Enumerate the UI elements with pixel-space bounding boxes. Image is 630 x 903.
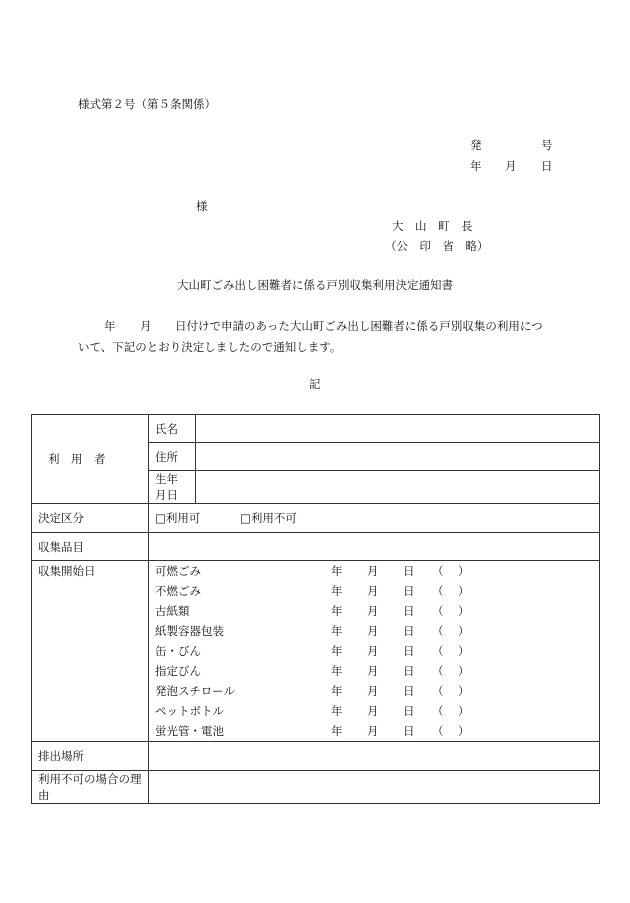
weekday-paren-close: ）	[458, 604, 470, 618]
start-month-field[interactable]: 月	[367, 604, 379, 618]
start-month-field[interactable]: 月	[367, 644, 379, 658]
address-label-cell	[149, 443, 196, 471]
weekday-paren-open[interactable]: （	[432, 564, 444, 578]
decision-label: 決定区分	[38, 511, 84, 525]
start-year-field[interactable]: 年	[331, 584, 343, 598]
weekday-paren-open[interactable]: （	[432, 724, 444, 738]
doc-number-prefix: 発	[470, 138, 482, 152]
start-month-field[interactable]: 月	[367, 724, 379, 738]
collection-item-row	[155, 641, 575, 661]
start-year-field[interactable]: 年	[331, 564, 343, 578]
reason-label: 利用不可の場合の理由	[38, 772, 142, 802]
collection-item-row	[155, 701, 575, 721]
start-month-field[interactable]: 月	[367, 624, 379, 638]
issuer-name: 大 山 町 長	[392, 219, 473, 233]
address-field[interactable]	[196, 443, 600, 471]
start-year-field[interactable]: 年	[331, 664, 343, 678]
items-label-cell	[32, 533, 149, 561]
start-day-field[interactable]: 日	[403, 624, 415, 638]
issue-date-month: 月	[505, 159, 517, 173]
start-year-field[interactable]: 年	[331, 604, 343, 618]
items-label: 収集品目	[38, 539, 84, 554]
reason-field[interactable]	[149, 771, 600, 804]
collection-items-cell	[149, 561, 600, 742]
start-day-field[interactable]: 日	[403, 664, 415, 678]
start-day-field[interactable]: 日	[403, 724, 415, 738]
notice-table	[31, 414, 600, 804]
place-label-cell	[32, 742, 149, 771]
start-month-field[interactable]: 月	[367, 664, 379, 678]
weekday-paren-open[interactable]: （	[432, 584, 444, 598]
name-label: 氏名	[155, 421, 178, 436]
items-field[interactable]	[149, 533, 600, 561]
start-day-field[interactable]: 日	[403, 604, 415, 618]
start-year-field[interactable]: 年	[331, 684, 343, 698]
weekday-paren-close: ）	[458, 704, 470, 718]
collection-item-row	[155, 561, 575, 581]
collection-item-name: 不燃ごみ	[155, 584, 201, 598]
start-month-field[interactable]: 月	[367, 584, 379, 598]
collection-item-name: ペットボトル	[155, 704, 224, 718]
weekday-paren-open[interactable]: （	[432, 704, 444, 718]
seal-omitted: （公 印 省 略）	[385, 239, 489, 253]
start-month-field[interactable]: 月	[367, 704, 379, 718]
body-month: 月	[140, 319, 152, 333]
addressee-suffix: 様	[196, 199, 208, 213]
collection-item-row	[155, 661, 575, 681]
weekday-paren-open[interactable]: （	[432, 644, 444, 658]
collection-item-name: 紙製容器包装	[155, 624, 224, 638]
decision-no-checkbox[interactable]: □利用不可	[240, 511, 297, 525]
body-text-line1: 日付けで申請のあった大山町ごみ出し困難者に係る戸別収集の利用につ	[175, 319, 543, 333]
start-year-field[interactable]: 年	[331, 644, 343, 658]
collection-item-name: 缶・びん	[155, 644, 201, 658]
collection-item-name: 古紙類	[155, 604, 190, 618]
start-month-field[interactable]: 月	[367, 684, 379, 698]
collection-item-row	[155, 721, 575, 741]
start-day-field[interactable]: 日	[403, 644, 415, 658]
collection-item-row	[155, 681, 575, 701]
birth-field[interactable]	[196, 471, 600, 504]
issue-date-day: 日	[541, 159, 553, 173]
collection-item-name: 発泡スチロール	[155, 684, 236, 698]
start-year-field[interactable]: 年	[331, 624, 343, 638]
place-field[interactable]	[149, 742, 600, 771]
collection-item-name: 指定びん	[155, 664, 201, 678]
weekday-paren-open[interactable]: （	[432, 624, 444, 638]
weekday-paren-close: ）	[458, 684, 470, 698]
collection-item-name: 蛍光管・電池	[155, 724, 224, 738]
collection-item-name: 可燃ごみ	[155, 564, 201, 578]
address-label: 住所	[155, 449, 178, 464]
doc-number-suffix: 号	[541, 138, 553, 152]
body-year: 年	[104, 319, 116, 333]
birth-label: 生年月日	[155, 472, 178, 502]
start-day-field[interactable]: 日	[403, 684, 415, 698]
weekday-paren-close: ）	[458, 644, 470, 658]
weekday-paren-close: ）	[458, 724, 470, 738]
weekday-paren-close: ）	[458, 624, 470, 638]
start-day-field[interactable]: 日	[403, 584, 415, 598]
weekday-paren-open[interactable]: （	[432, 664, 444, 678]
birth-label-cell	[149, 471, 196, 504]
collection-item-row	[155, 621, 575, 641]
user-label-cell	[32, 415, 149, 504]
weekday-paren-close: ）	[458, 564, 470, 578]
start-day-field[interactable]: 日	[403, 564, 415, 578]
collection-item-row	[155, 601, 575, 621]
decision-yes-checkbox[interactable]: □利用可	[155, 511, 201, 525]
weekday-paren-close: ）	[458, 584, 470, 598]
weekday-paren-close: ）	[458, 664, 470, 678]
start-year-field[interactable]: 年	[331, 704, 343, 718]
start-day-field[interactable]: 日	[403, 704, 415, 718]
issue-date-year: 年	[470, 159, 482, 173]
ki-heading: 記	[309, 377, 321, 391]
reason-label-cell	[32, 771, 149, 804]
start-year-field[interactable]: 年	[331, 724, 343, 738]
document-title: 大山町ごみ出し困難者に係る戸別収集利用決定通知書	[177, 278, 453, 292]
user-label: 利 用 者	[48, 452, 106, 466]
start-label-cell	[32, 561, 149, 742]
weekday-paren-open[interactable]: （	[432, 604, 444, 618]
collection-item-row	[155, 581, 575, 601]
body-text-line2: いて、下記のとおり決定しましたので通知します。	[78, 340, 342, 354]
start-month-field[interactable]: 月	[367, 564, 379, 578]
decision-cell	[149, 504, 600, 533]
start-label: 収集開始日	[38, 564, 96, 578]
weekday-paren-open[interactable]: （	[432, 684, 444, 698]
name-label-cell	[149, 415, 196, 443]
place-label: 排出場所	[38, 749, 84, 763]
decision-label-cell	[32, 504, 149, 533]
form-number: 様式第２号（第５条関係）	[78, 97, 216, 111]
name-field[interactable]	[196, 415, 600, 443]
